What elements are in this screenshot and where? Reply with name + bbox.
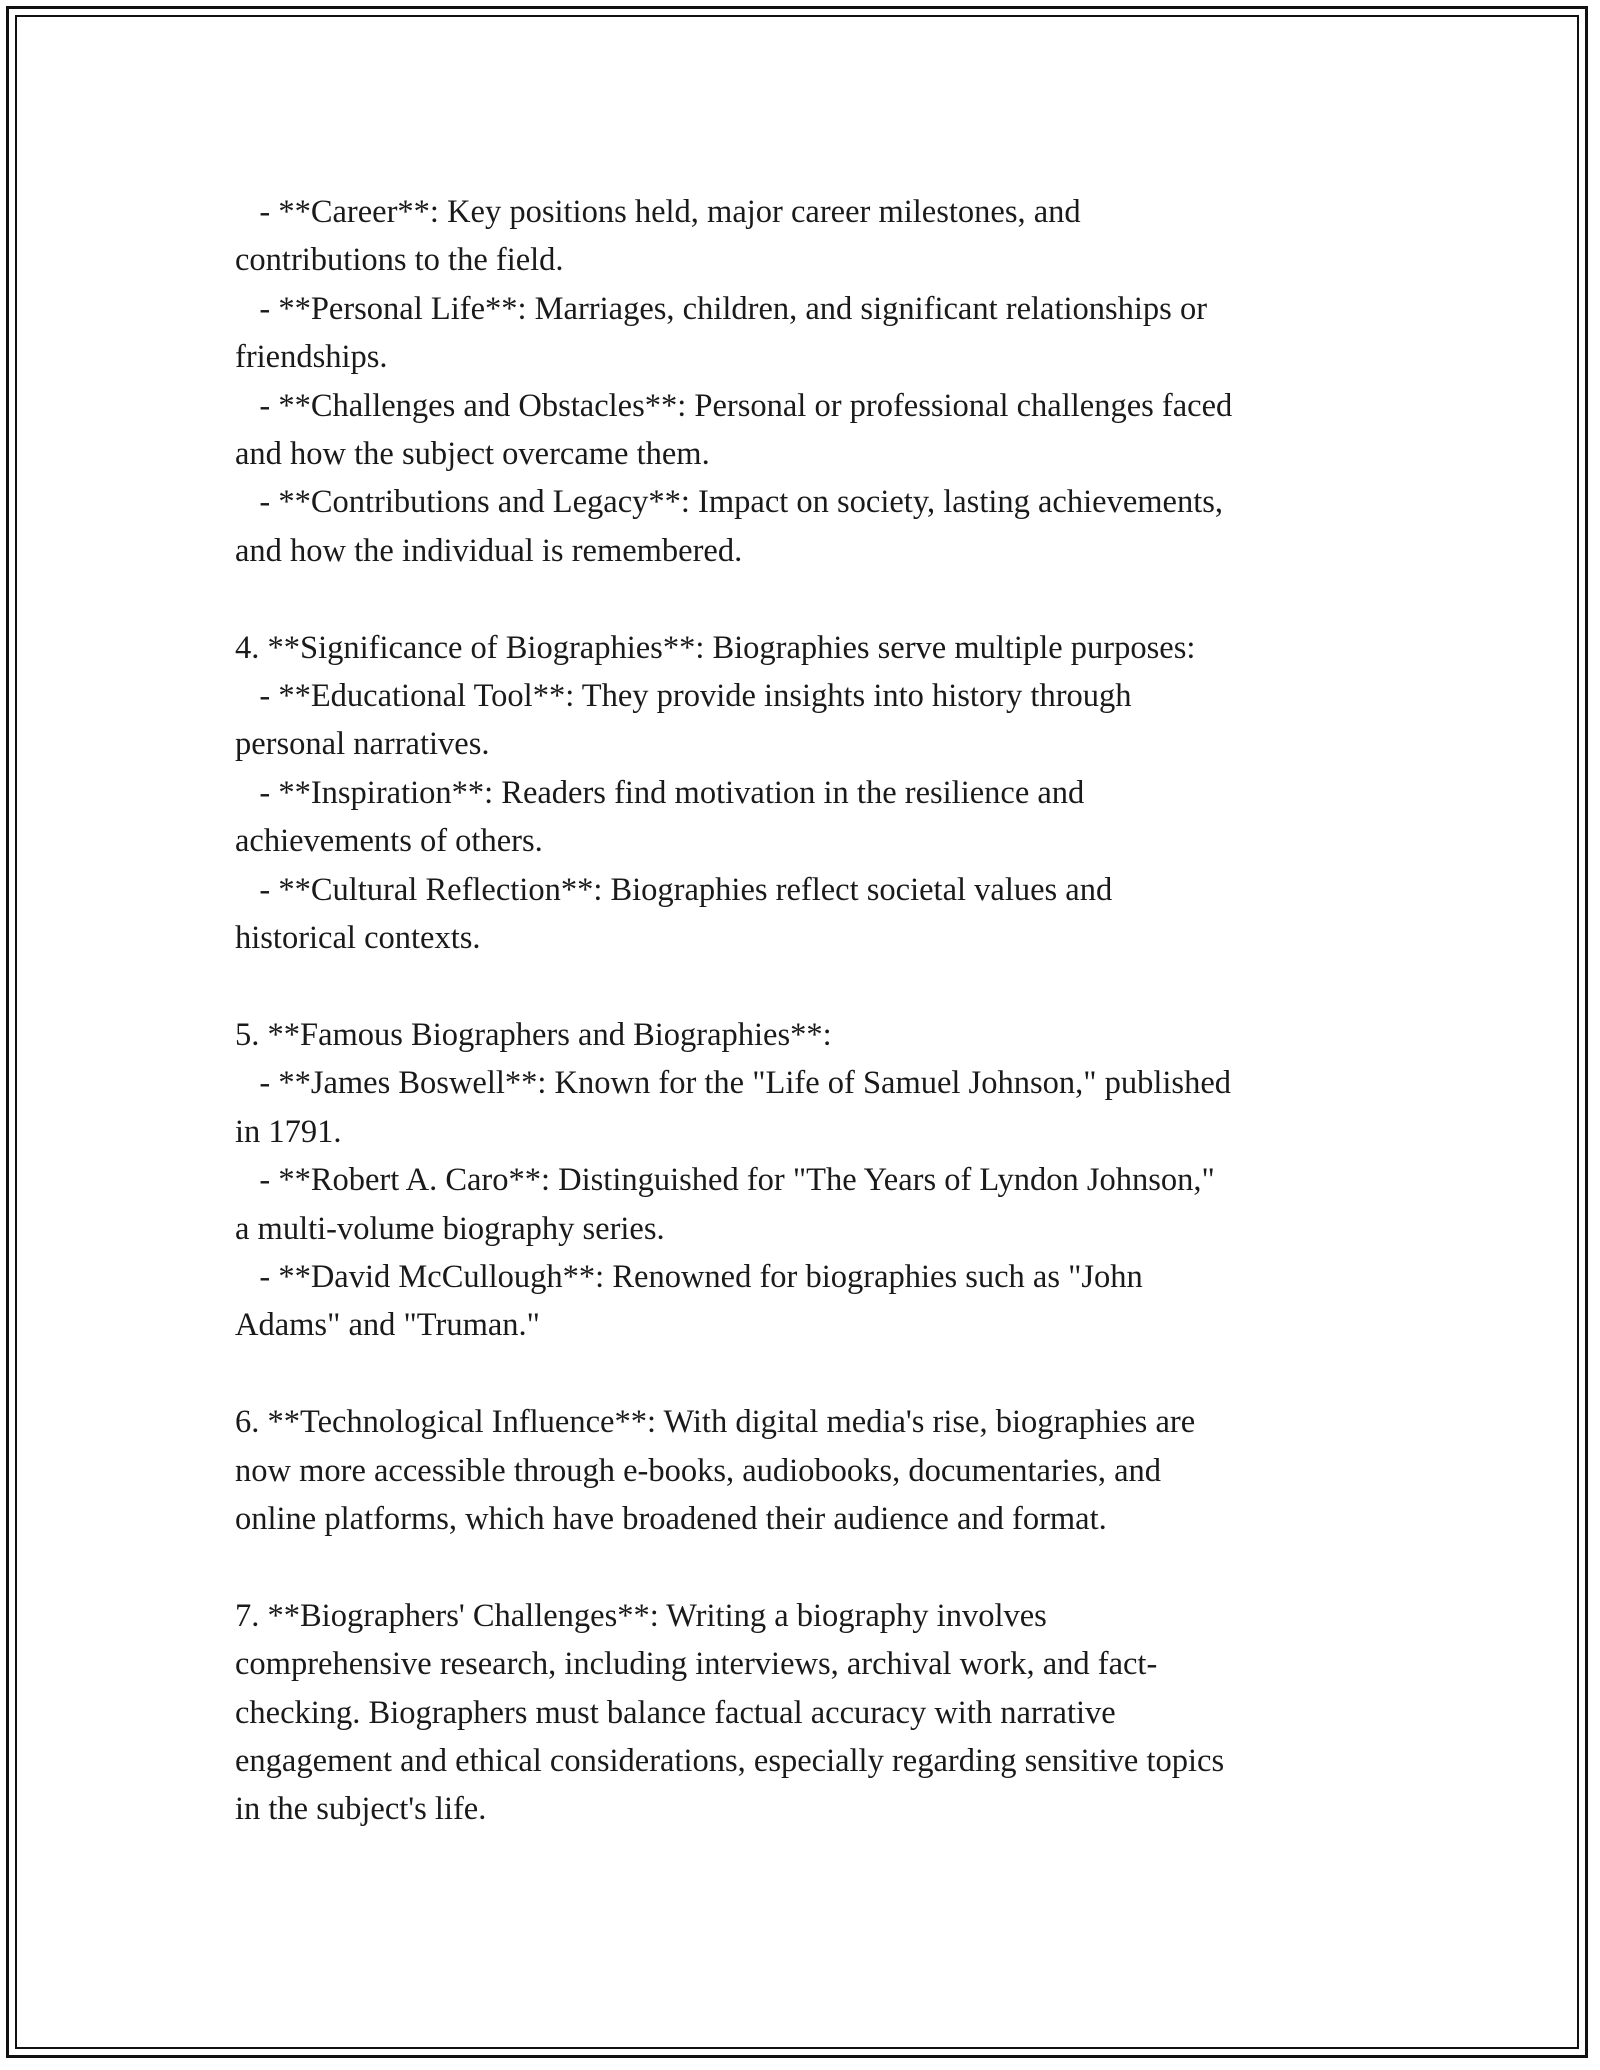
block-technological-influence xyxy=(235,1398,1365,1543)
paragraph-gap xyxy=(235,575,1365,623)
text-line: historical contexts. xyxy=(235,920,481,957)
text-line: checking. Biographers must balance factual accuracy with narrative xyxy=(235,1694,1116,1731)
text-line: 6. **Technological Influence**: With digital media's rise, biographies are xyxy=(235,1404,1196,1441)
paragraph-gap xyxy=(235,962,1365,1010)
text-line: 7. **Biographers' Challenges**: Writing a biography involves xyxy=(235,1597,1047,1634)
text-line: online platforms, which have broadened their audience and format. xyxy=(235,1500,1107,1537)
text-line: and how the individual is remembered. xyxy=(235,532,743,569)
text-line: contributions to the field. xyxy=(235,242,564,279)
text-line: personal narratives. xyxy=(235,726,490,763)
text-line: - **Career**: Key positions held, major career milestones, and xyxy=(235,194,1081,230)
text-line: - **David McCullough**: Renowned for biographies such as "John xyxy=(235,1258,1143,1295)
text-line: - **Robert A. Caro**: Distinguished for "The Years of Lyndon Johnson," xyxy=(235,1162,1215,1199)
paragraph-gap xyxy=(235,1543,1365,1591)
text-line: - **Challenges and Obstacles**: Personal or professional challenges faced xyxy=(235,387,1233,424)
text-line: - **Contributions and Legacy**: Impact on society, lasting achievements, xyxy=(235,484,1223,521)
text-line: in the subject's life. xyxy=(235,1791,487,1828)
text-line: now more accessible through e-books, audiobooks, documentaries, and xyxy=(235,1452,1162,1489)
text-line: 5. **Famous Biographers and Biographies**: xyxy=(235,1016,832,1053)
text-line: - **Cultural Reflection**: Biographies reflect societal values and xyxy=(235,871,1113,908)
block-famous-biographers xyxy=(235,1011,1365,1350)
document-body xyxy=(235,188,1365,1834)
text-line: - **Educational Tool**: They provide insights into history through xyxy=(235,678,1132,715)
block-significance xyxy=(235,624,1365,963)
text-line: achievements of others. xyxy=(235,823,543,860)
text-line: engagement and ethical considerations, especially regarding sensitive topics xyxy=(235,1742,1225,1779)
text-line: a multi-volume biography series. xyxy=(235,1210,665,1247)
text-line: - **Inspiration**: Readers find motivation in the resilience and xyxy=(235,774,1085,811)
text-line: in 1791. xyxy=(235,1113,342,1150)
paragraph-gap xyxy=(235,1350,1365,1398)
text-line: comprehensive research, including interviews, archival work, and fact- xyxy=(235,1646,1158,1683)
text-line: - **Personal Life**: Marriages, children, and significant relationships or xyxy=(235,290,1208,327)
text-line: - **James Boswell**: Known for the "Life of Samuel Johnson," published xyxy=(235,1065,1231,1102)
text-line: 4. **Significance of Biographies**: Biographies serve multiple purposes: xyxy=(235,629,1196,666)
text-line: and how the subject overcame them. xyxy=(235,436,710,473)
block-biography-elements xyxy=(235,188,1365,575)
text-line: friendships. xyxy=(235,339,388,376)
text-line: Adams" and "Truman." xyxy=(235,1307,540,1344)
block-biographers-challenges xyxy=(235,1592,1365,1834)
